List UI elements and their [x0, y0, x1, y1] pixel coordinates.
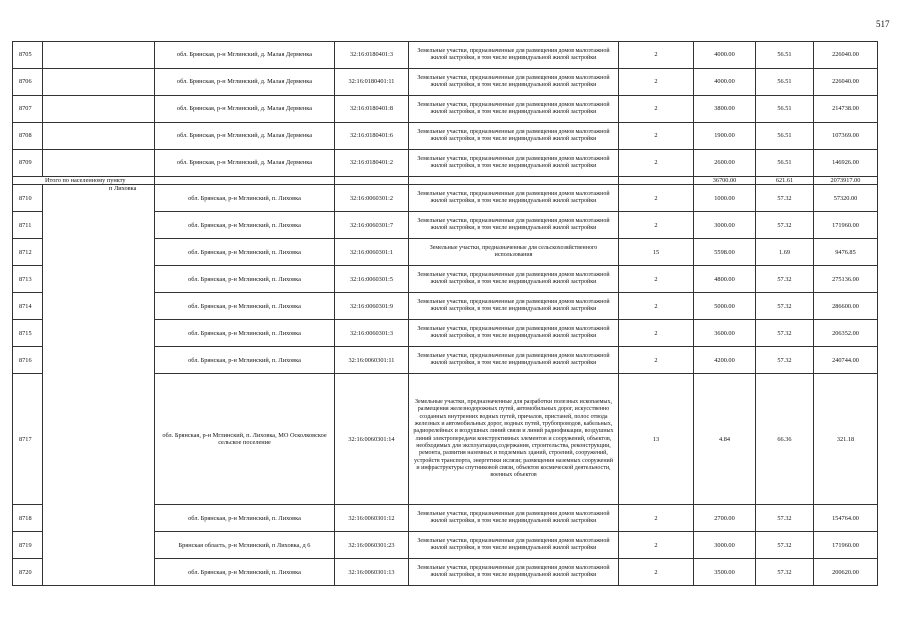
cadastral-value: 146926.00 [814, 150, 878, 177]
cadastral-number: 32:16:0180401:3 [335, 42, 409, 69]
rate-cell: 56.51 [756, 150, 814, 177]
row-number: 8720 [13, 559, 43, 586]
address-cell: обл. Брянская, р-н Мглинский, п. Лиховка [155, 239, 335, 266]
area-cell: 5598.00 [694, 239, 756, 266]
cadastral-number: 32:16:0060301:13 [335, 559, 409, 586]
land-use-description: Земельные участки, предназначенные для размещения домов малоэтажной жилой застройки, в том числе индивидуальной жилой застройки [409, 150, 619, 177]
cadastral-value: 321.18 [814, 374, 878, 505]
area-cell: 3800.00 [694, 96, 756, 123]
row-number: 8716 [13, 347, 43, 374]
area-cell: 1900.00 [694, 123, 756, 150]
summary-value: 2073917.00 [814, 177, 878, 185]
area-cell: 3500.00 [694, 559, 756, 586]
land-use-description: Земельные участки, предназначенные для размещения домов малоэтажной жилой застройки, в том числе индивидуальной жилой застройки [409, 320, 619, 347]
cadastral-value: 200620.00 [814, 559, 878, 586]
group-code: 15 [619, 239, 694, 266]
land-use-description: Земельные участки, предназначенные для размещения домов малоэтажной жилой застройки, в том числе индивидуальной жилой застройки [409, 69, 619, 96]
cadastral-number: 32:16:0180401:6 [335, 123, 409, 150]
address-cell: обл. Брянская, р-н Мглинский, п. Лиховка [155, 266, 335, 293]
address-cell: обл. Брянская, р-н Мглинский, п. Лиховка [155, 320, 335, 347]
summary-label: Итого по населенному пункту [13, 177, 155, 185]
cadastral-number: 32:16:0060301:12 [335, 505, 409, 532]
table-row [13, 42, 878, 69]
area-cell: 3000.00 [694, 212, 756, 239]
rate-cell: 57.32 [756, 293, 814, 320]
rate-cell: 57.32 [756, 212, 814, 239]
address-cell: обл. Брянская, р-н Мглинский, п. Лиховка [155, 212, 335, 239]
address-cell: обл. Брянская, р-н Мглинский, д. Малая Дерменка [155, 96, 335, 123]
empty-cell [43, 150, 155, 177]
group-code: 2 [619, 42, 694, 69]
address-cell: обл. Брянская, р-н Мглинский, д. Малая Дерменка [155, 123, 335, 150]
table-body-a [13, 42, 878, 177]
row-number: 8712 [13, 239, 43, 266]
group-code: 2 [619, 559, 694, 586]
land-use-description: Земельные участки, предназначенные для размещения домов малоэтажной жилой застройки, в том числе индивидуальной жилой застройки [409, 347, 619, 374]
row-number: 8717 [13, 374, 43, 505]
address-cell: Брянская область, р-н Мглинский, п Лиховка, д 6 [155, 532, 335, 559]
area-cell: 3600.00 [694, 320, 756, 347]
address-cell: обл. Брянская, р-н Мглинский, п. Лиховка [155, 293, 335, 320]
land-use-description: Земельные участки, предназначенные для размещения домов малоэтажной жилой застройки, в том числе индивидуальной жилой застройки [409, 559, 619, 586]
cadastral-number: 32:16:0060301:1 [335, 239, 409, 266]
area-cell: 1000.00 [694, 185, 756, 212]
cadastral-value: 226040.00 [814, 69, 878, 96]
cadastral-value: 171960.00 [814, 532, 878, 559]
rate-cell: 57.32 [756, 559, 814, 586]
group-code: 2 [619, 150, 694, 177]
cadastral-number: 32:16:0060301:5 [335, 266, 409, 293]
rate-cell: 57.32 [756, 347, 814, 374]
area-cell: 3000.00 [694, 532, 756, 559]
cadastral-number: 32:16:0060301:7 [335, 212, 409, 239]
row-number: 8707 [13, 96, 43, 123]
land-use-description: Земельные участки, предназначенные для размещения домов малоэтажной жилой застройки, в том числе индивидуальной жилой застройки [409, 42, 619, 69]
cadastral-number: 32:16:0060301:14 [335, 374, 409, 505]
empty-cell [43, 123, 155, 150]
cadastral-number: 32:16:0180401:8 [335, 96, 409, 123]
address-cell: обл. Брянская, р-н Мглинский, д. Малая Дерменка [155, 42, 335, 69]
rate-cell: 56.51 [756, 42, 814, 69]
address-cell: обл. Брянская, р-н Мглинский, п. Лиховка [155, 347, 335, 374]
cadastral-value: 214738.00 [814, 96, 878, 123]
group-code: 2 [619, 320, 694, 347]
land-use-description: Земельные участки, предназначенные для размещения домов малоэтажной жилой застройки, в том числе индивидуальной жилой застройки [409, 185, 619, 212]
cadastral-number: 32:16:0060301:3 [335, 320, 409, 347]
summary-body [13, 177, 878, 185]
summary-row [13, 177, 878, 185]
rate-cell: 56.51 [756, 96, 814, 123]
row-number: 8713 [13, 266, 43, 293]
row-number: 8714 [13, 293, 43, 320]
row-number: 8705 [13, 42, 43, 69]
summary-rate: 621.61 [756, 177, 814, 185]
group-code: 2 [619, 96, 694, 123]
group-code: 2 [619, 293, 694, 320]
rate-cell: 56.51 [756, 69, 814, 96]
group-code: 2 [619, 347, 694, 374]
address-cell: обл. Брянская, р-н Мглинский, п. Лиховка, МО Осколковское сельское поселение [155, 374, 335, 505]
rate-cell: 56.51 [756, 123, 814, 150]
cadastral-number: 32:16:0060301:11 [335, 347, 409, 374]
locality-label: п Лиховка [43, 185, 155, 586]
land-use-description: Земельные участки, предназначенные для размещения домов малоэтажной жилой застройки, в том числе индивидуальной жилой застройки [409, 212, 619, 239]
area-cell: 2600.00 [694, 150, 756, 177]
address-cell: обл. Брянская, р-н Мглинский, п. Лиховка [155, 505, 335, 532]
land-use-description: Земельные участки, предназначенные для размещения домов малоэтажной жилой застройки, в том числе индивидуальной жилой застройки [409, 532, 619, 559]
area-cell: 4000.00 [694, 42, 756, 69]
cadastral-value: 107369.00 [814, 123, 878, 150]
group-code: 2 [619, 69, 694, 96]
rate-cell: 57.32 [756, 320, 814, 347]
cadastral-value: 154764.00 [814, 505, 878, 532]
land-use-description: Земельные участки, предназначенные для размещения домов малоэтажной жилой застройки, в том числе индивидуальной жилой застройки [409, 293, 619, 320]
cadastral-value: 171960.00 [814, 212, 878, 239]
rate-cell: 1.69 [756, 239, 814, 266]
empty-cell [43, 42, 155, 69]
land-use-description: Земельные участки, предназначенные для размещения домов малоэтажной жилой застройки, в том числе индивидуальной жилой застройки [409, 96, 619, 123]
rate-cell: 66.36 [756, 374, 814, 505]
cadastral-value: 240744.00 [814, 347, 878, 374]
rate-cell: 57.32 [756, 266, 814, 293]
rate-cell: 57.32 [756, 532, 814, 559]
land-use-description: Земельные участки, предназначенные для размещения домов малоэтажной жилой застройки, в том числе индивидуальной жилой застройки [409, 123, 619, 150]
empty-cell [43, 69, 155, 96]
table-row [13, 123, 878, 150]
page-number: 517 [876, 19, 890, 29]
land-use-description: Земельные участки, предназначенные для сельскохозяйственного использования [409, 239, 619, 266]
address-cell: обл. Брянская, р-н Мглинский, п. Лиховка [155, 185, 335, 212]
cadastral-value: 57320.00 [814, 185, 878, 212]
table-row [13, 69, 878, 96]
area-cell: 4000.00 [694, 69, 756, 96]
cadastral-value: 206352.00 [814, 320, 878, 347]
group-code: 2 [619, 266, 694, 293]
group-code: 2 [619, 532, 694, 559]
address-cell: обл. Брянская, р-н Мглинский, д. Малая Дерменка [155, 69, 335, 96]
group-code: 2 [619, 505, 694, 532]
area-cell: 4800.00 [694, 266, 756, 293]
table-body-b [13, 185, 878, 586]
row-number: 8710 [13, 185, 43, 212]
group-code: 2 [619, 123, 694, 150]
rate-cell: 57.32 [756, 185, 814, 212]
row-number: 8711 [13, 212, 43, 239]
empty-cell [43, 96, 155, 123]
group-code: 13 [619, 374, 694, 505]
cadastral-number: 32:16:0180401:2 [335, 150, 409, 177]
rate-cell: 57.32 [756, 505, 814, 532]
row-number: 8709 [13, 150, 43, 177]
row-number: 8718 [13, 505, 43, 532]
area-cell: 2700.00 [694, 505, 756, 532]
area-cell: 4.84 [694, 374, 756, 505]
cadastral-value: 286600.00 [814, 293, 878, 320]
cadastral-value: 275136.00 [814, 266, 878, 293]
summary-area: 36700.00 [694, 177, 756, 185]
cadastral-number: 32:16:0060301:23 [335, 532, 409, 559]
cadastral-value: 9476.85 [814, 239, 878, 266]
table-row [13, 185, 878, 212]
row-number: 8719 [13, 532, 43, 559]
area-cell: 4200.00 [694, 347, 756, 374]
group-code: 2 [619, 185, 694, 212]
cadastral-value: 226040.00 [814, 42, 878, 69]
row-number: 8706 [13, 69, 43, 96]
cadastral-number: 32:16:0060301:2 [335, 185, 409, 212]
land-use-description: Земельные участки, предназначенные для размещения домов малоэтажной жилой застройки, в том числе индивидуальной жилой застройки [409, 505, 619, 532]
address-cell: обл. Брянская, р-н Мглинский, п. Лиховка [155, 559, 335, 586]
group-code: 2 [619, 212, 694, 239]
land-use-description: Земельные участки, предназначенные для размещения домов малоэтажной жилой застройки, в том числе индивидуальной жилой застройки [409, 266, 619, 293]
table-row [13, 150, 878, 177]
address-cell: обл. Брянская, р-н Мглинский, д. Малая Дерменка [155, 150, 335, 177]
land-cadastral-table [12, 41, 878, 586]
cadastral-number: 32:16:0180401:11 [335, 69, 409, 96]
row-number: 8715 [13, 320, 43, 347]
table-row [13, 96, 878, 123]
row-number: 8708 [13, 123, 43, 150]
cadastral-number: 32:16:0060301:9 [335, 293, 409, 320]
area-cell: 5000.00 [694, 293, 756, 320]
land-use-description: Земельные участки, предназначенные для разработки полезных ископаемых, размещения железнодорожных путей, автомобильных дорог, искусственно созданных внутренних водных путей, причалов, пристаней, полос отвода железных и автомобильных дорог, водных путей, трубопроводов, кабельных, радиорелейных и воздушных линий связи и линий радиофикации, воздушных линий электропередачи конструктивных элементов и сооружений, объектов, необходимых для эксплуатации,содержания, строительства, реконструкции, ремонта, развития наземных и подземных зданий, строений, сооружений, устройств транспорта, энергетики ислязи; размещения наземных сооружений и инфраструктуры спутниковой связи, объектов космической деятельности, военных объектов [409, 374, 619, 505]
